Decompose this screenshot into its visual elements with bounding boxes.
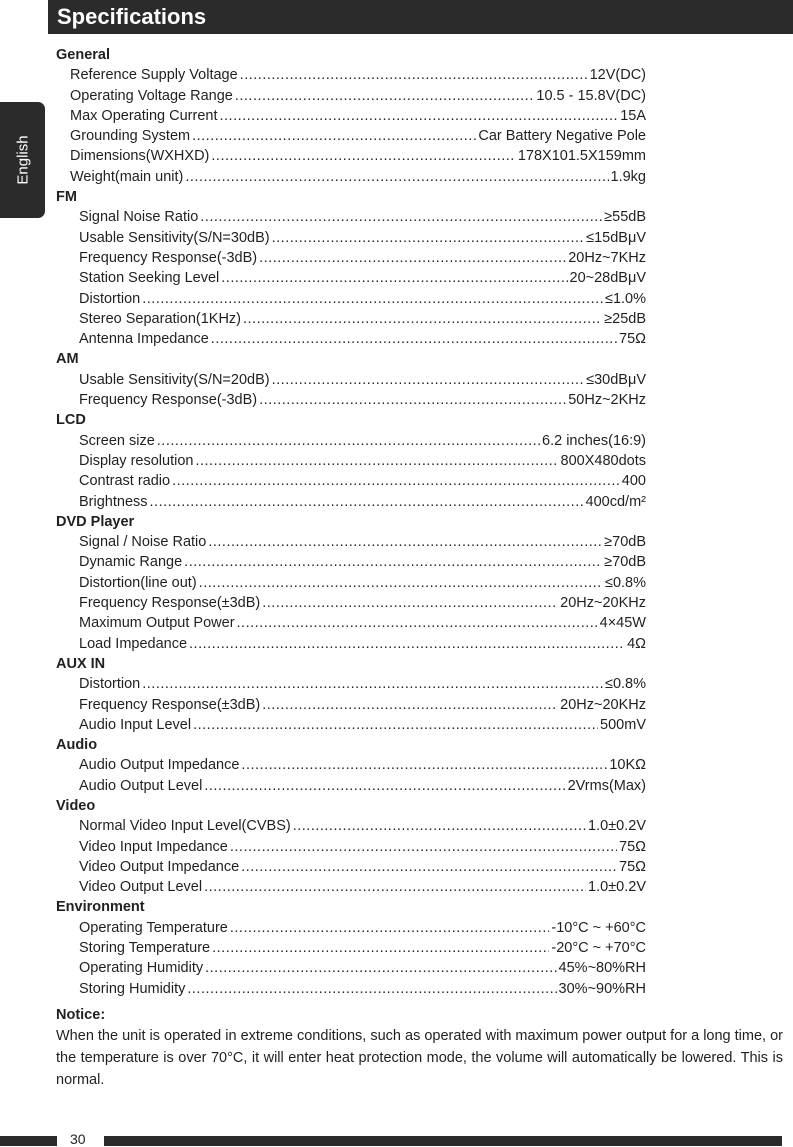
spec-value: 75Ω xyxy=(619,331,646,348)
spec-label: Signal Noise Ratio xyxy=(79,209,199,226)
spec-row xyxy=(56,471,646,491)
spec-row xyxy=(56,451,646,471)
spec-value: 12V(DC) xyxy=(589,67,646,84)
section-title: FM xyxy=(56,189,77,206)
spec-label: Audio Input Level xyxy=(79,716,192,733)
section-title: General xyxy=(56,47,110,63)
spec-label: Storing Humidity xyxy=(79,980,186,997)
spec-label: Frequency Response(±3dB) xyxy=(79,595,261,612)
dot-leader xyxy=(208,532,602,552)
spec-row xyxy=(56,309,646,329)
spec-value: 75Ω xyxy=(619,838,646,855)
spec-label: Frequency Response(±3dB) xyxy=(79,696,261,713)
spec-value: 15A xyxy=(620,107,646,124)
notice-title: Notice: xyxy=(56,1007,106,1023)
spec-value: ≤15dBμV xyxy=(586,229,646,246)
spec-label: Audio Output Level xyxy=(79,777,203,794)
spec-row xyxy=(56,755,646,775)
spec-label: Distortion xyxy=(79,676,141,693)
spec-row xyxy=(56,593,646,613)
spec-row xyxy=(56,776,646,796)
dot-leader xyxy=(240,65,588,85)
page-number: 30 xyxy=(70,1131,86,1147)
dot-leader xyxy=(204,776,565,796)
footer-bar-right xyxy=(104,1136,782,1146)
spec-value: ≥25dB xyxy=(604,310,646,327)
spec-row xyxy=(56,695,646,715)
spec-label: Storing Temperature xyxy=(79,940,211,957)
spec-label: Operating Humidity xyxy=(79,960,204,977)
dot-leader xyxy=(189,634,625,654)
dot-leader xyxy=(262,593,558,613)
dot-leader xyxy=(212,938,549,958)
spec-row xyxy=(56,634,646,654)
spec-row xyxy=(56,552,646,572)
dot-leader xyxy=(272,228,585,248)
dot-leader xyxy=(157,431,540,451)
spec-label: Frequency Response(-3dB) xyxy=(79,249,258,266)
spec-label: Maximum Output Power xyxy=(79,615,235,632)
spec-label: Video Input Impedance xyxy=(79,838,228,855)
spec-value: 6.2 inches(16:9) xyxy=(542,432,646,449)
dot-leader xyxy=(211,146,515,166)
spec-value: ≤30dBμV xyxy=(586,371,646,388)
spec-row xyxy=(56,715,646,735)
spec-value: 20~28dBμV xyxy=(569,270,646,287)
spec-row xyxy=(56,958,646,978)
spec-label: Reference Supply Voltage xyxy=(70,67,238,84)
spec-label: Usable Sensitivity(S/N=30dB) xyxy=(79,229,270,246)
spec-row xyxy=(56,329,646,349)
spec-label: Max Operating Current xyxy=(70,107,218,124)
spec-value: 800X480dots xyxy=(560,452,646,469)
spec-value: ≥70dB xyxy=(604,554,646,571)
spec-value: 1.9kg xyxy=(610,168,646,185)
dot-leader xyxy=(185,167,608,187)
dot-leader xyxy=(259,390,566,410)
spec-label: Dynamic Range xyxy=(79,554,183,571)
spec-value: 20Hz~7KHz xyxy=(568,249,646,266)
spec-value: 4×45W xyxy=(599,615,646,632)
spec-value: Car Battery Negative Pole xyxy=(478,128,646,145)
spec-label: Distortion xyxy=(79,290,141,307)
dot-leader xyxy=(230,918,550,938)
section-title: AUX IN xyxy=(56,655,106,672)
dot-leader xyxy=(235,86,535,106)
spec-value: 30%~90%RH xyxy=(558,980,646,997)
spec-row xyxy=(56,106,646,126)
spec-row xyxy=(56,979,646,999)
dot-leader xyxy=(204,877,586,897)
spec-row xyxy=(56,918,646,938)
dot-leader xyxy=(221,268,567,288)
spec-label: Frequency Response(-3dB) xyxy=(79,392,258,409)
language-tab-label: English xyxy=(14,135,31,185)
spec-value: -10°C ~ +60°C xyxy=(551,919,646,936)
dot-leader xyxy=(241,755,607,775)
spec-value: 75Ω xyxy=(619,858,646,875)
spec-label: Dimensions(WXHXD) xyxy=(70,148,210,165)
dot-leader xyxy=(193,715,598,735)
spec-value: 20Hz~20KHz xyxy=(560,595,646,612)
spec-value: 45%~80%RH xyxy=(558,960,646,977)
spec-row xyxy=(56,938,646,958)
spec-value: 400cd/m² xyxy=(585,493,646,510)
spec-row xyxy=(56,289,646,309)
dot-leader xyxy=(199,573,603,593)
spec-label: Audio Output Impedance xyxy=(79,757,240,774)
notice-body: When the unit is operated in extreme conditions, such as operated with maximum power output for a long time, or the temperature is over 70°C, it will enter heat protection mode, the volume will automatically be lowered. This is normal. xyxy=(56,1028,783,1088)
spec-value: 10KΩ xyxy=(609,757,646,774)
dot-leader xyxy=(230,837,617,857)
spec-value: 500mV xyxy=(600,716,646,733)
section-title: AM xyxy=(56,351,79,368)
page-header xyxy=(48,0,793,34)
spec-row xyxy=(56,492,646,512)
dot-leader xyxy=(219,106,618,126)
spec-row xyxy=(56,86,646,106)
spec-value: 50Hz~2KHz xyxy=(568,392,646,409)
spec-row xyxy=(56,268,646,288)
dot-leader xyxy=(262,695,558,715)
spec-value: 400 xyxy=(621,473,646,490)
spec-row xyxy=(56,370,646,390)
spec-row xyxy=(56,573,646,593)
spec-label: Signal / Noise Ratio xyxy=(79,534,207,551)
specifications-list xyxy=(56,45,646,999)
dot-leader xyxy=(192,126,476,146)
dot-leader xyxy=(142,674,603,694)
spec-value: 20Hz~20KHz xyxy=(560,696,646,713)
dot-leader xyxy=(184,552,602,572)
spec-label: Station Seeking Level xyxy=(79,270,220,287)
spec-row xyxy=(56,207,646,227)
spec-row xyxy=(56,248,646,268)
spec-value: ≤0.8% xyxy=(604,574,646,591)
spec-row xyxy=(56,837,646,857)
spec-row xyxy=(56,65,646,85)
spec-row xyxy=(56,877,646,897)
spec-row xyxy=(56,816,646,836)
spec-row xyxy=(56,674,646,694)
dot-leader xyxy=(205,958,556,978)
spec-label: Operating Temperature xyxy=(79,919,228,936)
spec-value: ≥70dB xyxy=(604,534,646,551)
spec-value: ≤1.0% xyxy=(604,290,646,307)
spec-label: Stereo Separation(1KHz) xyxy=(79,310,241,327)
spec-label: Contrast radio xyxy=(79,473,171,490)
dot-leader xyxy=(200,207,602,227)
section-title: Audio xyxy=(56,737,98,754)
dot-leader xyxy=(211,329,617,349)
spec-label: Usable Sensitivity(S/N=20dB) xyxy=(79,371,270,388)
dot-leader xyxy=(142,289,603,309)
spec-row xyxy=(56,857,646,877)
spec-value: ≥55dB xyxy=(604,209,646,226)
spec-row xyxy=(56,167,646,187)
section-title: Video xyxy=(56,797,96,814)
spec-value: 178X101.5X159mm xyxy=(517,148,646,165)
spec-row xyxy=(56,613,646,633)
spec-row xyxy=(56,390,646,410)
spec-label: Operating Voltage Range xyxy=(70,87,233,104)
dot-leader xyxy=(237,613,598,633)
page-title: Specifications xyxy=(57,4,207,29)
spec-label: Screen size xyxy=(79,432,155,449)
dot-leader xyxy=(150,492,584,512)
spec-row xyxy=(56,532,646,552)
dot-leader xyxy=(272,370,585,390)
dot-leader xyxy=(259,248,566,268)
spec-label: Display resolution xyxy=(79,452,194,469)
spec-value: 1.0±0.2V xyxy=(588,818,646,835)
spec-row xyxy=(56,126,646,146)
spec-label: Video Output Level xyxy=(79,879,203,896)
section-title: LCD xyxy=(56,412,86,429)
spec-label: Brightness xyxy=(79,493,148,510)
spec-value: 10.5 - 15.8V(DC) xyxy=(536,87,646,104)
spec-value: ≤0.8% xyxy=(604,676,646,693)
spec-value: -20°C ~ +70°C xyxy=(551,940,646,957)
spec-row xyxy=(56,228,646,248)
spec-value: 4Ω xyxy=(627,635,646,652)
spec-row xyxy=(56,431,646,451)
spec-row xyxy=(56,146,646,166)
dot-leader xyxy=(243,309,602,329)
spec-label: Weight(main unit) xyxy=(70,168,184,185)
spec-label: Normal Video Input Level(CVBS) xyxy=(79,818,291,835)
dot-leader xyxy=(293,816,586,836)
dot-leader xyxy=(187,979,556,999)
spec-value: 2Vrms(Max) xyxy=(567,777,646,794)
spec-label: Antenna Impedance xyxy=(79,331,209,348)
spec-label: Grounding System xyxy=(70,128,191,145)
dot-leader xyxy=(172,471,620,491)
language-side-tab xyxy=(0,102,45,218)
spec-label: Distortion(line out) xyxy=(79,574,197,591)
spec-value: 1.0±0.2V xyxy=(588,879,646,896)
footer-bar-left xyxy=(0,1136,57,1146)
spec-label: Load Impedance xyxy=(79,635,188,652)
section-title: DVD Player xyxy=(56,513,135,530)
spec-label: Video Output Impedance xyxy=(79,858,240,875)
dot-leader xyxy=(241,857,617,877)
dot-leader xyxy=(195,451,558,471)
section-title: Environment xyxy=(56,899,145,916)
